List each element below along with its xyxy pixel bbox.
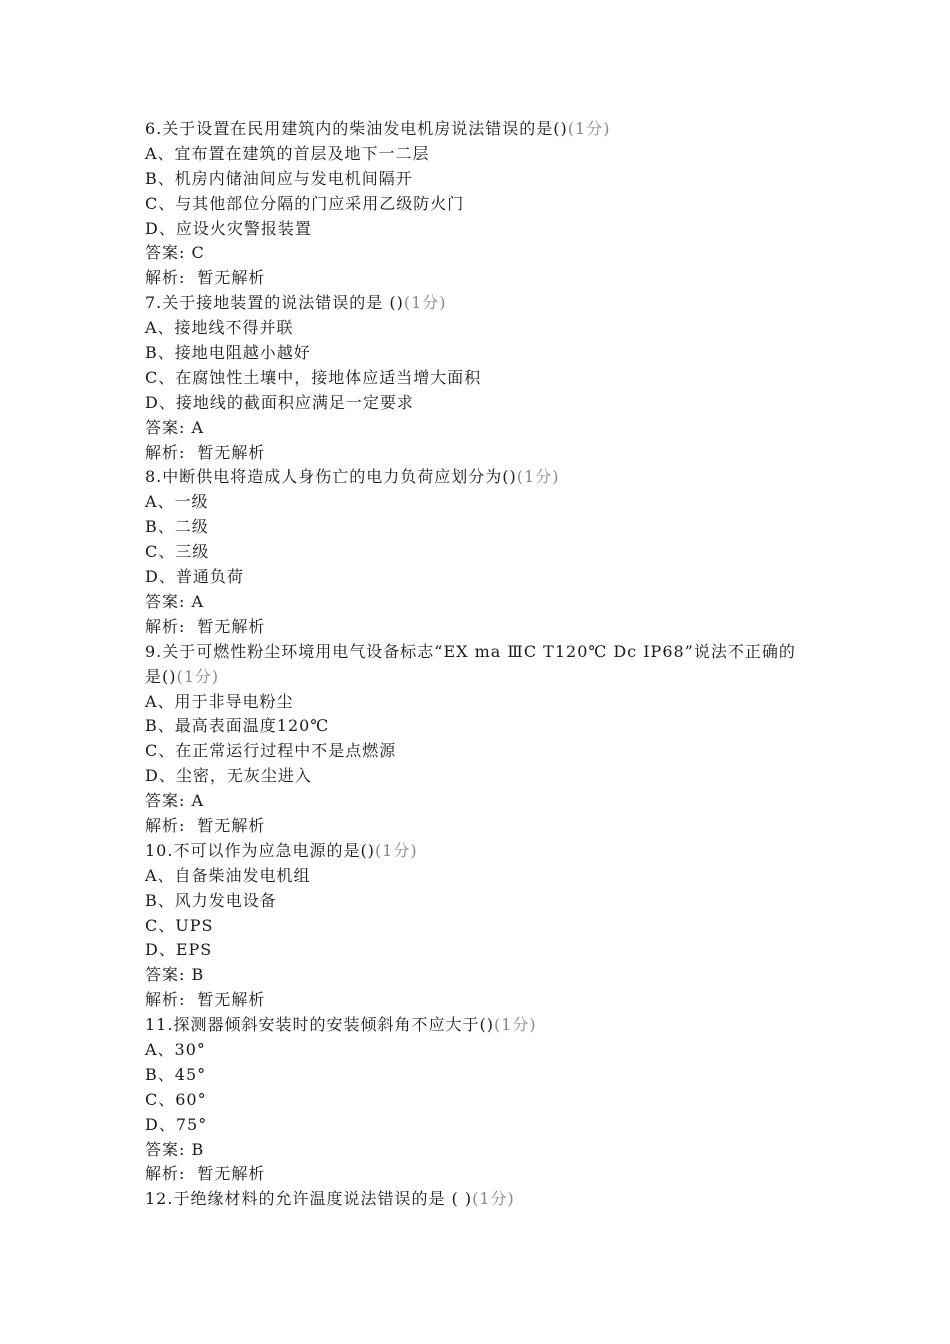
question-text: 7.关于接地装置的说法错误的是 () — [145, 293, 404, 313]
question-stem — [145, 1187, 810, 1212]
question-text: 10.不可以作为应急电源的是() — [145, 840, 375, 860]
option: A、自备柴油发电机组 — [145, 865, 311, 885]
option: D、普通负荷 — [145, 567, 244, 587]
question-text: 8.中断供电将造成人身伤亡的电力负荷应划分为() — [145, 467, 517, 487]
analysis — [145, 814, 810, 839]
answer: 答案: A — [145, 417, 205, 437]
analysis-text: 暂无解析 — [197, 442, 266, 462]
option: D、尘密，无灰尘进入 — [145, 766, 312, 786]
question-score: (1分) — [516, 467, 560, 487]
analysis-label: 解析: — [145, 616, 186, 636]
question-stem — [145, 465, 810, 490]
option: A、30° — [145, 1039, 206, 1059]
analysis — [145, 988, 810, 1013]
answer: 答案: A — [145, 591, 205, 611]
answer: 答案: B — [145, 965, 205, 985]
answer: 答案: A — [145, 791, 205, 811]
analysis-text: 暂无解析 — [197, 616, 266, 636]
option: B、接地电阻越小越好 — [145, 343, 311, 363]
question-text: 6.关于设置在民用建筑内的柴油发电机房说法错误的是() — [145, 119, 568, 138]
option: B、二级 — [145, 517, 209, 537]
option: B、45° — [145, 1064, 207, 1084]
question-text: 12.于绝缘材料的允许温度说法错误的是 ( ) — [145, 1189, 473, 1209]
question-stem — [145, 640, 810, 690]
question-score: (1分) — [472, 1189, 515, 1209]
analysis-text: 暂无解析 — [197, 268, 266, 288]
question-score: (1分) — [567, 119, 611, 138]
analysis-text: 暂无解析 — [197, 1164, 266, 1184]
option: C、UPS — [145, 915, 214, 935]
option: B、最高表面温度120℃ — [145, 716, 330, 736]
question-score: (1分) — [374, 840, 418, 860]
question-score: (1分) — [176, 666, 220, 686]
answer: 答案: C — [145, 243, 205, 263]
option: D、接地线的截面积应满足一定要求 — [145, 392, 414, 412]
analysis-text: 暂无解析 — [197, 815, 266, 835]
option: B、机房内储油间应与发电机间隔开 — [145, 168, 413, 188]
option: C、与其他部位分隔的门应采用乙级防火门 — [145, 193, 465, 213]
option: C、三级 — [145, 542, 210, 562]
option: D、应设火灾警报装置 — [145, 218, 312, 238]
question-list — [145, 117, 810, 1212]
analysis — [145, 441, 810, 466]
question-score: (1分) — [493, 1015, 537, 1035]
analysis-label: 解析: — [145, 442, 186, 462]
option: C、在腐蚀性土壤中，接地体应适当增大面积 — [145, 367, 482, 387]
option: A、宜布置在建筑的首层及地下一二层 — [145, 143, 430, 163]
option: D、75° — [145, 1114, 208, 1134]
question-stem — [145, 839, 810, 864]
analysis-label: 解析: — [145, 1164, 186, 1184]
analysis — [145, 615, 810, 640]
answer: 答案: B — [145, 1139, 205, 1159]
analysis-label: 解析: — [145, 268, 186, 288]
question-text: 11.探测器倾斜安装时的安装倾斜角不应大于() — [145, 1015, 494, 1035]
question-stem — [145, 117, 810, 142]
question-score: (1分) — [403, 293, 447, 313]
question-text: 9.关于可燃性粉尘环境用电气设备标志“EX ma ⅢC T120℃ Dc IP68”说法不正确的是() — [145, 641, 796, 686]
option: D、EPS — [145, 940, 213, 960]
question-stem — [145, 291, 810, 316]
option: A、一级 — [145, 492, 209, 512]
option: C、在正常运行过程中不是点燃源 — [145, 741, 397, 761]
question-stem — [145, 1013, 810, 1038]
analysis-label: 解析: — [145, 990, 186, 1010]
analysis — [145, 1162, 810, 1187]
option: A、用于非导电粉尘 — [145, 691, 294, 711]
option: C、60° — [145, 1089, 207, 1109]
option: A、接地线不得并联 — [145, 318, 294, 338]
analysis — [145, 266, 810, 291]
analysis-label: 解析: — [145, 815, 186, 835]
option: B、风力发电设备 — [145, 890, 277, 910]
analysis-text: 暂无解析 — [197, 990, 266, 1010]
